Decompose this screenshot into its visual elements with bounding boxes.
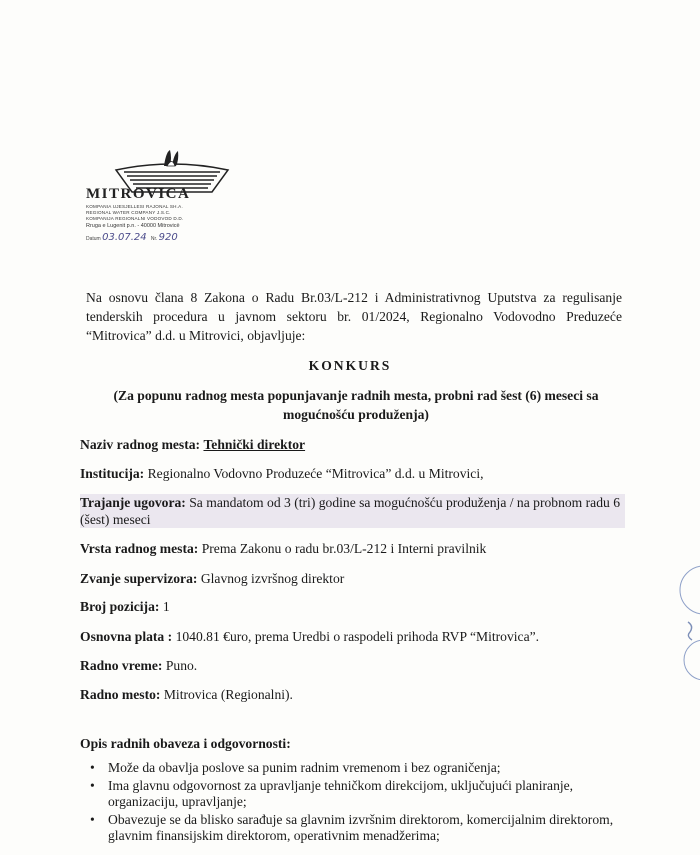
list-item bbox=[90, 760, 630, 776]
field-hours-value: Puno. bbox=[165, 658, 198, 673]
logo-name: MITROVICA bbox=[86, 186, 191, 202]
field-count bbox=[80, 598, 640, 615]
document-subtitle: (Za popunu radnog mesta popunjavanje radnih mesta, probni rad šest (6) meseci sa mogućnošću produženja) bbox=[113, 388, 599, 422]
field-institution-value: Regionalno Vodovno Produzeće “Mitrovica” d.d. u Mitrovici, bbox=[147, 466, 484, 481]
logo-line-serbian: KOMPANIJA REGIONALNI VODOVOD D.D. bbox=[86, 216, 184, 221]
field-location bbox=[80, 686, 640, 703]
field-hours bbox=[80, 657, 640, 674]
document-title: KONKURS bbox=[308, 358, 392, 373]
field-salary bbox=[80, 628, 640, 645]
field-institution-label: Institucija: bbox=[80, 466, 145, 481]
duties-list bbox=[90, 760, 630, 846]
partial-stamp-edge-icon bbox=[674, 560, 700, 680]
field-count-value: 1 bbox=[162, 599, 170, 614]
field-type bbox=[80, 540, 640, 557]
duty-text: Može da obavlja poslove sa punim radnim vremenom i bez ograničenja; bbox=[108, 760, 501, 775]
field-position-label: Naziv radnog mesta: bbox=[80, 437, 201, 452]
field-type-label: Vrsta radnog mesta: bbox=[80, 541, 199, 556]
field-position-value: Tehnički direktor bbox=[203, 437, 306, 452]
logo-address: Rruga e Lugenit p.n. - 40000 Mitrovicë bbox=[86, 223, 180, 229]
field-count-label: Broj pozicija: bbox=[80, 599, 160, 614]
field-institution bbox=[80, 465, 640, 482]
field-supervisor-label: Zvanje supervizora: bbox=[80, 571, 198, 586]
field-supervisor-value: Glavnog izvršnog direktor bbox=[200, 571, 345, 586]
duties-heading: Opis radnih obaveza i odgovornosti: bbox=[80, 736, 291, 751]
list-item bbox=[90, 778, 630, 810]
stamp-date-value: 03.07.24 bbox=[102, 232, 147, 243]
field-hours-label: Radno vreme: bbox=[80, 658, 163, 673]
bullet-icon: • bbox=[90, 760, 95, 775]
stamp-number-value: 920 bbox=[158, 232, 178, 243]
logo-line-english: REGIONAL WATER COMPANY J.S.C. bbox=[86, 210, 171, 215]
field-duration bbox=[80, 494, 625, 528]
field-salary-value: 1040.81 €uro, prema Uredbi o raspodeli prihoda RVP “Mitrovica”. bbox=[175, 629, 540, 644]
field-type-value: Prema Zakonu o radu br.03/L-212 i Interni pravilnik bbox=[201, 541, 487, 556]
stamp-date-label: Datum bbox=[86, 236, 101, 242]
bullet-icon: • bbox=[90, 812, 95, 827]
intro-paragraph: Na osnovu člana 8 Zakona o Radu Br.03/L-212 i Administrativnog Uputstva za regulisanje tenderskih procedura u javnom sektoru br. 01/2024, Regionalno Vodovodno Preduzeće “Mitrovica” d.d. u Mitrovici, objavljuje: bbox=[86, 290, 622, 343]
logo-line-albanian: KOMPANIA UJESJELLESI RAJONAL SH.A. bbox=[86, 204, 183, 209]
field-salary-label: Osnovna plata : bbox=[80, 629, 173, 644]
list-item bbox=[90, 812, 630, 844]
field-location-label: Radno mesto: bbox=[80, 687, 161, 702]
duty-text: Obavezuje se da blisko sarađuje sa glavnim izvršnim direktorom, komercijalnim direktorom, glavnim finansijskim direktorom, operativnim menadžerima; bbox=[108, 812, 614, 843]
field-duration-value: Sa mandatom od 3 (tri) godine sa mogućnošću produženja / na probnom radu 6 (šest) meseci bbox=[80, 495, 620, 527]
bullet-icon: • bbox=[90, 778, 95, 793]
field-duration-label: Trajanje ugovora: bbox=[80, 495, 186, 510]
field-position bbox=[80, 436, 640, 453]
duty-text: Ima glavnu odgovornost za upravljanje tehničkom direkcijom, uključujući planiranje, organizaciju, upravljanje; bbox=[108, 778, 574, 809]
field-location-value: Mitrovica (Regionalni). bbox=[163, 687, 293, 702]
field-supervisor bbox=[80, 570, 640, 587]
stamp-number-label: Nr. bbox=[150, 236, 158, 242]
registration-stamp bbox=[86, 232, 178, 243]
